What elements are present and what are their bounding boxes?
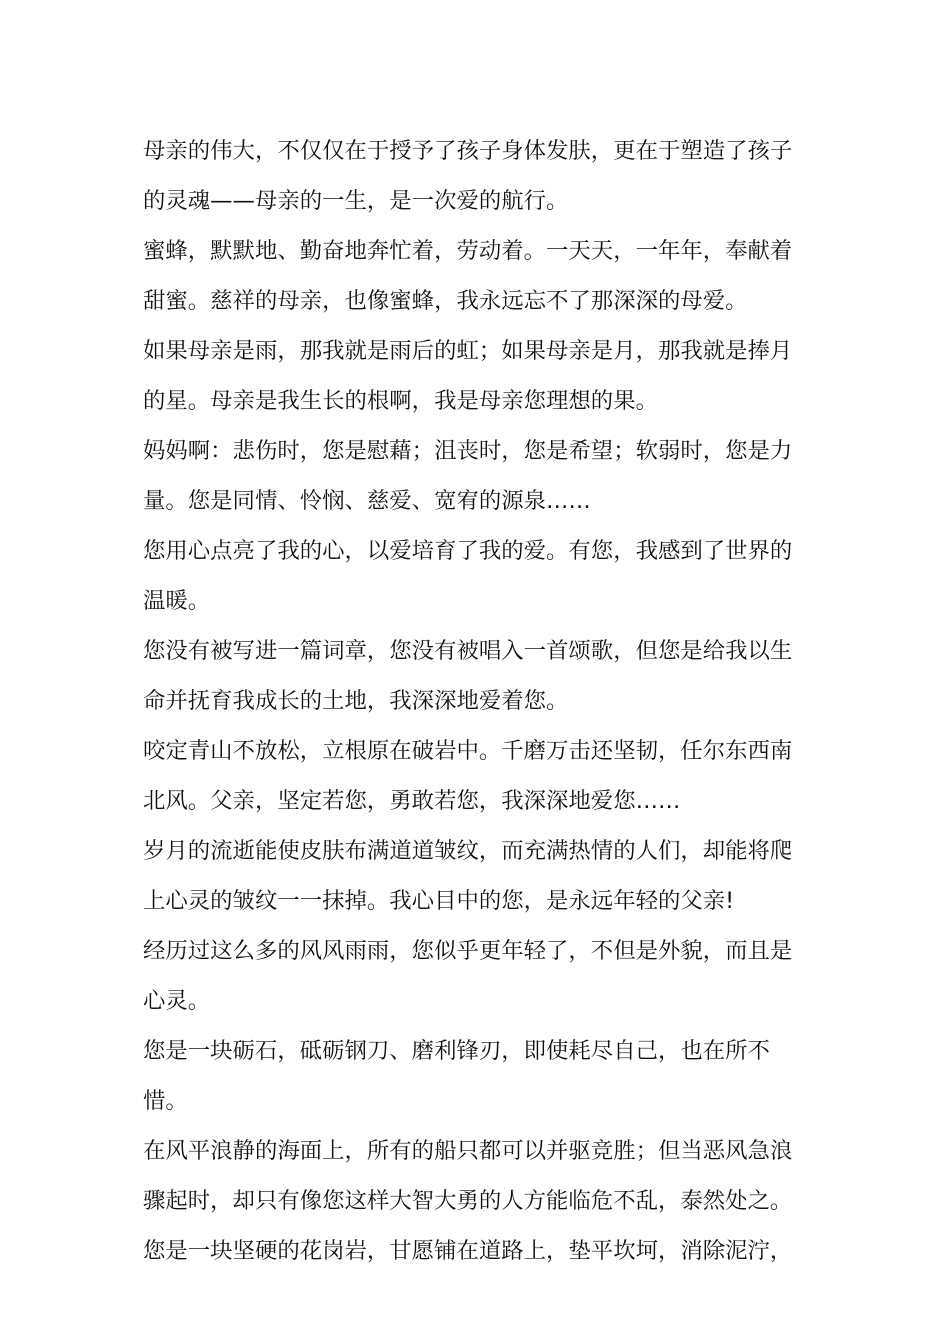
document-body (143, 126, 809, 1276)
paragraph-8: 岁月的流逝能使皮肤布满道道皱纹，而充满热情的人们，却能将爬上心灵的皱纹一一抹掉。我心目中的您，是永远年轻的父亲! (143, 838, 793, 914)
paragraph-4: 妈妈啊：悲伤时，您是慰藉；沮丧时，您是希望；软弱时，您是力量。您是同情、怜悯、慈爱、宽宥的源泉…… (143, 438, 793, 514)
paragraph-3: 如果母亲是雨，那我就是雨后的虹；如果母亲是月，那我就是捧月的星。母亲是我生长的根啊，我是母亲您理想的果。 (143, 338, 793, 414)
paragraph-11: 在风平浪静的海面上，所有的船只都可以并驱竞胜；但当恶风急浪骤起时，却只有像您这样大智大勇的人方能临危不乱，泰然处之。 (143, 1138, 793, 1214)
paragraph-12: 您是一块坚硬的花岗岩，甘愿铺在道路上，垫平坎坷，消除泥泞， (143, 1238, 793, 1264)
paragraph-6: 您没有被写进一篇词章，您没有被唱入一首颂歌，但您是给我以生命并抚育我成长的土地，我深深地爱着您。 (143, 638, 793, 714)
paragraph-5: 您用心点亮了我的心，以爱培育了我的爱。有您，我感到了世界的温暖。 (143, 538, 793, 614)
paragraph-7: 咬定青山不放松，立根原在破岩中。千磨万击还坚韧，任尔东西南北风。父亲，坚定若您，勇敢若您，我深深地爱您…… (143, 738, 793, 814)
paragraph-2: 蜜蜂，默默地、勤奋地奔忙着，劳动着。一天天，一年年，奉献着甜蜜。慈祥的母亲，也像蜜蜂，我永远忘不了那深深的母爱。 (143, 238, 793, 314)
paragraph-1: 母亲的伟大，不仅仅在于授予了孩子身体发肤，更在于塑造了孩子的灵魂——母亲的一生，是一次爱的航行。 (143, 138, 793, 214)
paragraph-9: 经历过这么多的风风雨雨，您似乎更年轻了，不但是外貌，而且是心灵。 (143, 938, 793, 1014)
paragraph-10: 您是一块砺石，砥砺钢刀、磨利锋刃，即使耗尽自己，也在所不惜。 (143, 1038, 770, 1114)
